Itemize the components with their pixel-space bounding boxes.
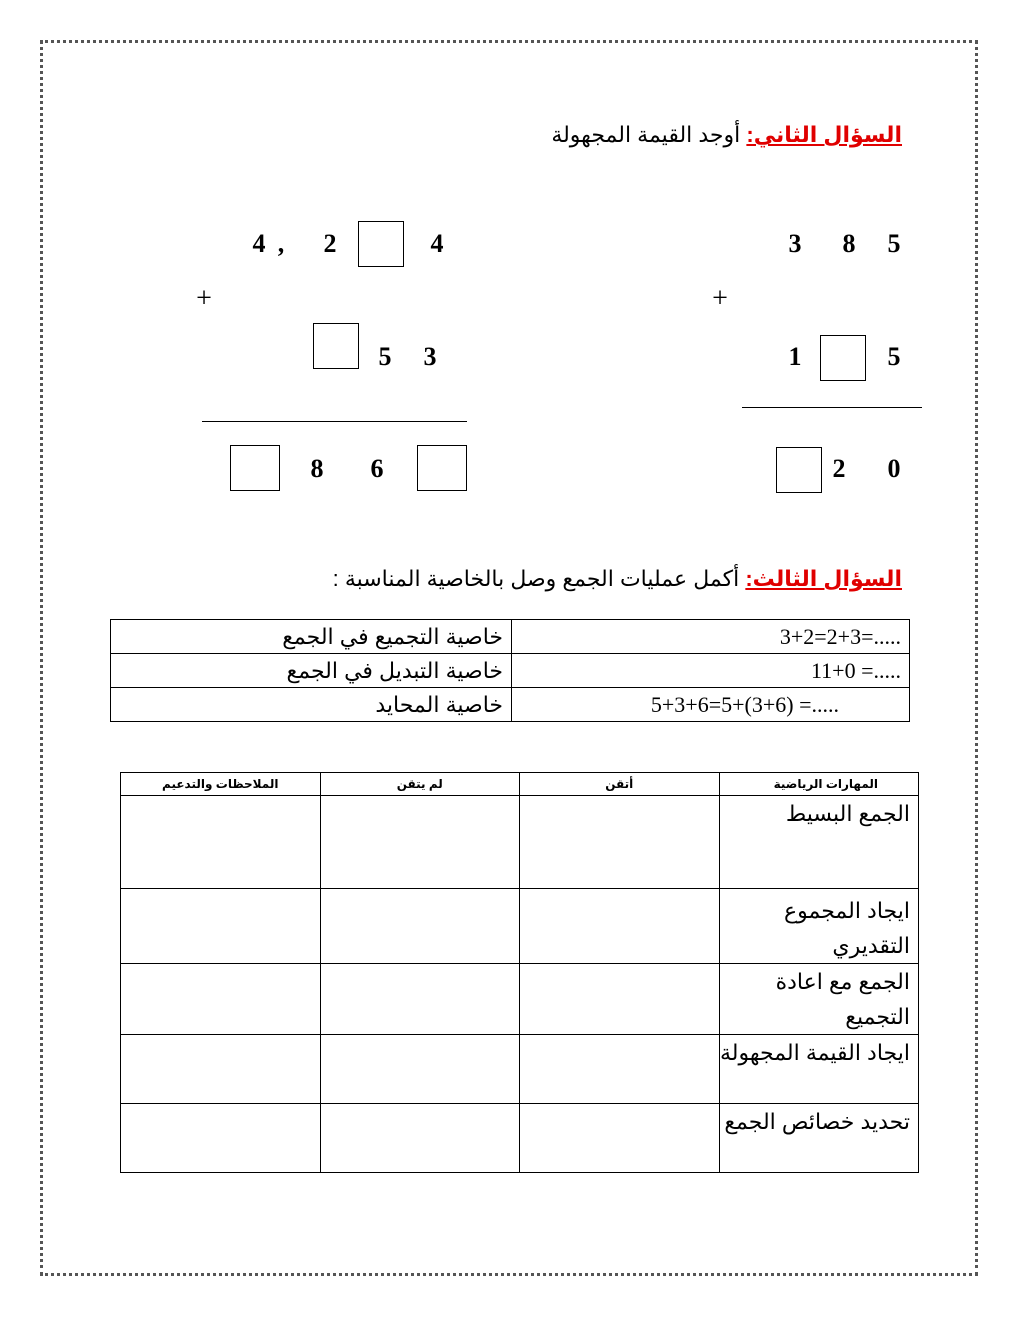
header-not-mastered: لم يتقن bbox=[320, 773, 520, 796]
notes-cell[interactable] bbox=[121, 1035, 321, 1104]
sum-line bbox=[742, 407, 922, 408]
header-notes: الملاحظات والتدعيم bbox=[121, 773, 321, 796]
expression[interactable]: 3+2=2+3=..... bbox=[512, 620, 910, 654]
property-name: خاصية التجميع في الجمع bbox=[111, 620, 512, 654]
mastered-cell[interactable] bbox=[520, 1035, 720, 1104]
not-mastered-cell[interactable] bbox=[320, 889, 520, 964]
notes-cell[interactable] bbox=[121, 889, 321, 964]
skill-name: الجمع مع اعادة التجميع bbox=[719, 964, 919, 1035]
digit: 4 bbox=[252, 229, 266, 258]
mastered-cell[interactable] bbox=[520, 1104, 720, 1173]
answer-box[interactable] bbox=[313, 323, 359, 369]
table-row bbox=[111, 620, 910, 654]
expression[interactable]: 5+3+6=5+(3+6) =..... bbox=[512, 688, 910, 722]
plus-sign: + bbox=[196, 283, 212, 314]
properties-table bbox=[110, 619, 910, 722]
not-mastered-cell[interactable] bbox=[320, 1035, 520, 1104]
answer-box[interactable] bbox=[776, 447, 822, 493]
not-mastered-cell[interactable] bbox=[320, 964, 520, 1035]
digit: 3 bbox=[788, 229, 802, 258]
notes-cell[interactable] bbox=[121, 964, 321, 1035]
not-mastered-cell[interactable] bbox=[320, 1104, 520, 1173]
expression[interactable]: 11+0 =..... bbox=[512, 654, 910, 688]
table-row bbox=[121, 796, 919, 889]
plus-sign: + bbox=[712, 283, 728, 314]
skills-table bbox=[120, 772, 919, 1173]
skill-name: الجمع البسيط bbox=[719, 796, 919, 889]
digit: 8 bbox=[310, 454, 324, 483]
digit: 2 bbox=[323, 229, 337, 258]
comma: , bbox=[277, 229, 285, 258]
table-row bbox=[121, 889, 919, 964]
property-name: خاصية المحايد bbox=[111, 688, 512, 722]
answer-box[interactable] bbox=[820, 335, 866, 381]
header-skill: المهارات الرياضية bbox=[719, 773, 919, 796]
mastered-cell[interactable] bbox=[520, 796, 720, 889]
mastered-cell[interactable] bbox=[520, 889, 720, 964]
answer-box[interactable] bbox=[417, 445, 467, 491]
skill-name: ايجاد القيمة المجهولة bbox=[719, 1035, 919, 1104]
table-header-row bbox=[121, 773, 919, 796]
digit: 0 bbox=[887, 454, 901, 483]
table-row bbox=[121, 1035, 919, 1104]
question-2-label: السؤال الثاني: bbox=[746, 122, 902, 147]
property-name: خاصية التبديل في الجمع bbox=[111, 654, 512, 688]
digit: 5 bbox=[378, 342, 392, 371]
question-3-heading bbox=[333, 566, 902, 592]
answer-box[interactable] bbox=[230, 445, 280, 491]
mastered-cell[interactable] bbox=[520, 964, 720, 1035]
notes-cell[interactable] bbox=[121, 796, 321, 889]
digit: 6 bbox=[370, 454, 384, 483]
skill-name: ايجاد المجموع التقديري bbox=[719, 889, 919, 964]
question-3-text: أكمل عمليات الجمع وصل بالخاصية المناسبة : bbox=[332, 566, 746, 591]
table-row bbox=[121, 964, 919, 1035]
table-row bbox=[111, 654, 910, 688]
digit: 5 bbox=[887, 229, 901, 258]
digit: 4 bbox=[430, 229, 444, 258]
question-3-label: السؤال الثالث: bbox=[745, 566, 902, 591]
header-mastered: أتقن bbox=[520, 773, 720, 796]
digit: 2 bbox=[832, 454, 846, 483]
digit: 1 bbox=[788, 342, 802, 371]
sum-line bbox=[202, 421, 467, 422]
skill-name: تحديد خصائص الجمع bbox=[719, 1104, 919, 1173]
question-2-heading bbox=[551, 122, 902, 148]
table-row bbox=[121, 1104, 919, 1173]
not-mastered-cell[interactable] bbox=[320, 796, 520, 889]
notes-cell[interactable] bbox=[121, 1104, 321, 1173]
digit: 5 bbox=[887, 342, 901, 371]
digit: 8 bbox=[842, 229, 856, 258]
answer-box[interactable] bbox=[358, 221, 404, 267]
digit: 3 bbox=[423, 342, 437, 371]
table-row bbox=[111, 688, 910, 722]
question-2-text: أوجد القيمة المجهولة bbox=[551, 122, 747, 147]
